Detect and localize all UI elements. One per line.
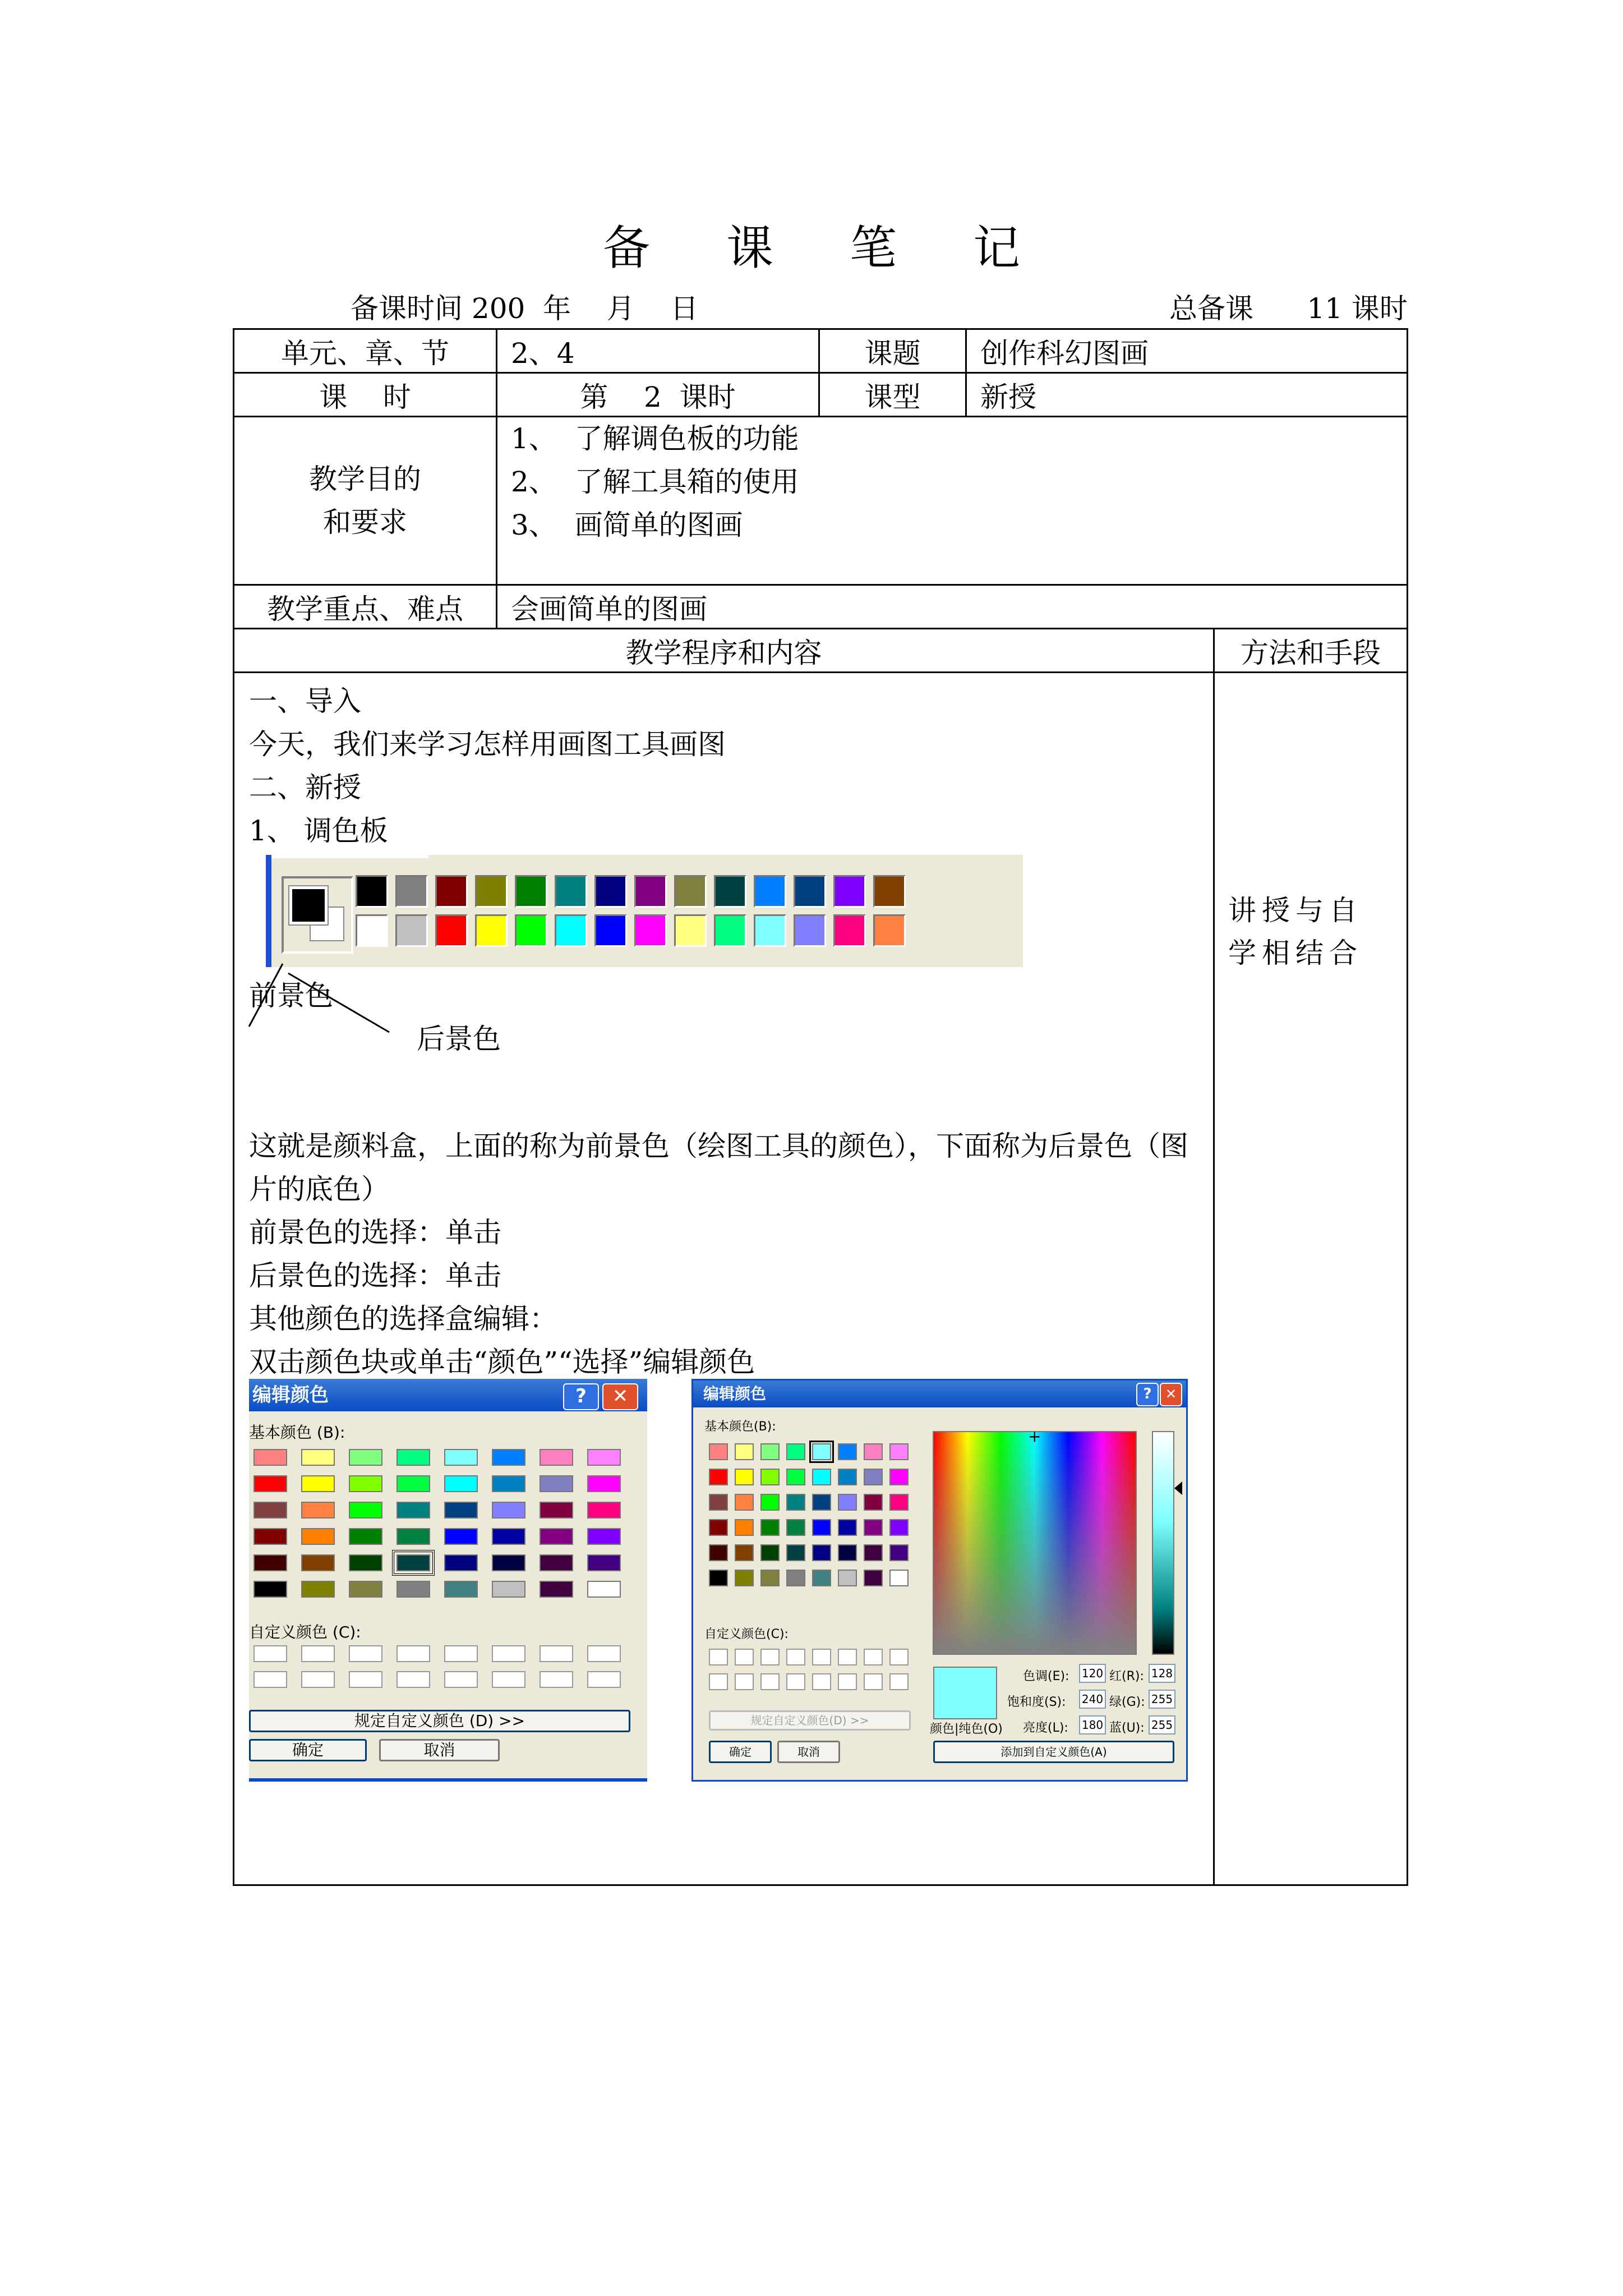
- cancel-button[interactable]: 取消: [379, 1739, 500, 1761]
- custom-color-swatch[interactable]: [889, 1673, 909, 1690]
- basic-color-swatch[interactable]: [709, 1519, 728, 1536]
- red-input[interactable]: 128: [1149, 1664, 1175, 1683]
- basic-color-swatch[interactable]: [760, 1544, 780, 1561]
- basic-color-swatch[interactable]: [735, 1570, 754, 1586]
- basic-color-swatch[interactable]: [587, 1554, 621, 1571]
- basic-color-swatch[interactable]: [812, 1544, 831, 1561]
- basic-color-swatch[interactable]: [444, 1581, 478, 1598]
- basic-color-swatch[interactable]: [838, 1570, 857, 1586]
- unit-label: 单元、章、节: [234, 329, 497, 373]
- palette-swatch[interactable]: [555, 914, 587, 947]
- green-label: 绿(G):: [1109, 1695, 1145, 1709]
- basic-color-swatch[interactable]: [492, 1528, 525, 1545]
- basic-color-swatch[interactable]: [864, 1519, 883, 1536]
- basic-color-swatch[interactable]: [301, 1449, 335, 1466]
- basic-color-swatch[interactable]: [301, 1502, 335, 1519]
- content-text-block: [249, 1125, 1197, 1384]
- basic-color-swatch[interactable]: [735, 1519, 754, 1536]
- color-preview: [933, 1667, 997, 1719]
- basic-color-swatch[interactable]: [709, 1469, 728, 1485]
- edit-color-dialog-full: [691, 1379, 1188, 1782]
- custom-colors-label: 自定义颜色 (C):: [249, 1623, 361, 1641]
- basic-color-swatch[interactable]: [253, 1528, 287, 1545]
- basic-color-swatch[interactable]: [301, 1475, 335, 1492]
- hue-label: 色调(E):: [1023, 1669, 1069, 1683]
- basic-color-swatch[interactable]: [838, 1519, 857, 1536]
- topic-value: 创作科幻图画: [966, 329, 1408, 373]
- basic-color-swatch[interactable]: [301, 1581, 335, 1598]
- period-label: 课 时: [234, 373, 497, 417]
- close-button[interactable]: ✕: [1160, 1383, 1182, 1406]
- basic-color-swatch[interactable]: [253, 1554, 287, 1571]
- custom-color-swatch[interactable]: [786, 1673, 805, 1690]
- palette-swatch[interactable]: [475, 914, 508, 947]
- basic-color-swatch[interactable]: [253, 1581, 287, 1598]
- basic-color-swatch[interactable]: [812, 1519, 831, 1536]
- unit-value: 2、4: [497, 329, 819, 373]
- fg-label: 前景色: [249, 979, 333, 1012]
- objectives-label: [234, 417, 497, 585]
- basic-color-swatch[interactable]: [838, 1494, 857, 1511]
- custom-color-swatch[interactable]: [786, 1649, 805, 1665]
- saturation-label: 饱和度(S):: [1007, 1695, 1066, 1709]
- basic-color-swatch[interactable]: [540, 1449, 573, 1466]
- basic-color-swatch[interactable]: [709, 1570, 728, 1586]
- custom-color-swatch[interactable]: [444, 1671, 478, 1688]
- palette-swatch[interactable]: [395, 875, 428, 908]
- basic-color-swatch[interactable]: [760, 1494, 780, 1511]
- basic-color-swatch[interactable]: [786, 1443, 805, 1460]
- basic-color-swatch[interactable]: [760, 1519, 780, 1536]
- custom-color-swatch[interactable]: [760, 1673, 780, 1690]
- basic-color-swatch[interactable]: [253, 1475, 287, 1492]
- palette-swatch[interactable]: [674, 875, 707, 908]
- title-char: 记: [973, 220, 1021, 275]
- custom-color-swatch[interactable]: [444, 1645, 478, 1662]
- basic-color-swatch[interactable]: [812, 1570, 831, 1586]
- basic-color-swatch[interactable]: [540, 1554, 573, 1571]
- palette-swatch[interactable]: [634, 914, 667, 947]
- color-spectrum[interactable]: [933, 1427, 1137, 1655]
- basic-color-swatch[interactable]: [760, 1443, 780, 1460]
- title-char: 课: [726, 220, 773, 275]
- content-line: 后景色的选择：单击: [249, 1259, 501, 1292]
- basic-color-swatch[interactable]: [396, 1475, 430, 1492]
- basic-colors-label: 基本颜色(B):: [704, 1420, 776, 1434]
- basic-color-swatch[interactable]: [349, 1581, 382, 1598]
- basic-color-swatch[interactable]: [812, 1443, 831, 1460]
- palette-swatch[interactable]: [674, 914, 707, 947]
- topic-label: 课题: [819, 329, 966, 373]
- custom-colors-label: 自定义颜色(C):: [704, 1627, 789, 1641]
- palette-swatch[interactable]: [555, 875, 587, 908]
- red-label: 红(R):: [1109, 1669, 1144, 1683]
- basic-color-swatch[interactable]: [864, 1570, 883, 1586]
- content-line: 这就是颜料盒，上面的称为前景色（绘图工具的颜色），下面称为后景色（图片的底色）: [249, 1130, 1188, 1205]
- basic-color-swatch[interactable]: [812, 1494, 831, 1511]
- custom-color-swatch[interactable]: [812, 1673, 831, 1690]
- custom-color-swatch[interactable]: [889, 1649, 909, 1665]
- basic-color-swatch[interactable]: [709, 1544, 728, 1561]
- content-line: 二、新授: [249, 771, 361, 804]
- saturation-input[interactable]: 240: [1079, 1690, 1106, 1709]
- basic-color-swatch[interactable]: [540, 1475, 573, 1492]
- basic-color-swatch[interactable]: [864, 1469, 883, 1485]
- basic-color-swatch[interactable]: [735, 1544, 754, 1561]
- procedure-content: [234, 673, 1214, 1885]
- basic-color-swatch[interactable]: [864, 1494, 883, 1511]
- ok-button[interactable]: 确定: [709, 1741, 772, 1763]
- luminance-slider[interactable]: [1152, 1431, 1174, 1655]
- basic-color-swatch[interactable]: [444, 1528, 478, 1545]
- hue-input[interactable]: 120: [1079, 1664, 1106, 1683]
- basic-color-swatch[interactable]: [786, 1570, 805, 1586]
- palette-swatch[interactable]: [594, 914, 627, 947]
- color-solid-label: 颜色|纯色(O): [930, 1722, 1003, 1736]
- dialog-titlebar: [249, 1379, 647, 1411]
- basic-color-swatch[interactable]: [735, 1443, 754, 1460]
- basic-color-swatch[interactable]: [786, 1544, 805, 1561]
- objectives-list: [497, 417, 1408, 585]
- basic-color-swatch[interactable]: [735, 1469, 754, 1485]
- basic-color-swatch[interactable]: [540, 1528, 573, 1545]
- edit-color-dialog-basic: [249, 1379, 647, 1782]
- ok-button[interactable]: 确定: [249, 1739, 367, 1761]
- custom-color-swatch[interactable]: [396, 1645, 430, 1662]
- cancel-button[interactable]: 取消: [777, 1741, 840, 1763]
- dialog-bottom-edge: [249, 1778, 647, 1782]
- basic-color-swatch[interactable]: [253, 1449, 287, 1466]
- custom-color-swatch[interactable]: [838, 1673, 857, 1690]
- custom-color-swatch[interactable]: [396, 1671, 430, 1688]
- define-custom-colors-button[interactable]: 规定自定义颜色(D) >>: [709, 1710, 911, 1731]
- custom-color-swatch[interactable]: [864, 1673, 883, 1690]
- basic-color-swatch[interactable]: [889, 1443, 909, 1460]
- palette-swatch[interactable]: [714, 914, 746, 947]
- basic-color-swatch[interactable]: [864, 1443, 883, 1460]
- basic-color-swatch[interactable]: [786, 1469, 805, 1485]
- basic-color-swatch[interactable]: [396, 1528, 430, 1545]
- method-header: 方法和手段: [1214, 629, 1408, 673]
- basic-color-swatch[interactable]: [540, 1502, 573, 1519]
- total-lessons: 总备课 11 课时: [1169, 292, 1408, 325]
- procedure-header: 教学程序和内容: [234, 629, 1214, 673]
- custom-color-swatch[interactable]: [864, 1649, 883, 1665]
- basic-color-swatch[interactable]: [812, 1469, 831, 1485]
- page-title: [0, 210, 1623, 278]
- basic-color-swatch[interactable]: [889, 1544, 909, 1561]
- foreground-color-box[interactable]: [289, 886, 328, 924]
- basic-color-swatch[interactable]: [889, 1494, 909, 1511]
- palette-swatch[interactable]: [794, 914, 826, 947]
- basic-color-swatch[interactable]: [396, 1502, 430, 1519]
- custom-color-swatch[interactable]: [812, 1649, 831, 1665]
- content-line: 其他颜色的选择盒编辑：: [249, 1303, 557, 1335]
- basic-color-swatch[interactable]: [444, 1449, 478, 1466]
- palette-swatch[interactable]: [714, 875, 746, 908]
- custom-color-swatch[interactable]: [540, 1671, 573, 1688]
- objective-item: 1、 了解调色板的功能: [511, 422, 799, 455]
- basic-color-swatch[interactable]: [492, 1449, 525, 1466]
- basic-color-swatch[interactable]: [760, 1469, 780, 1485]
- basic-color-swatch[interactable]: [587, 1581, 621, 1598]
- basic-color-swatch[interactable]: [444, 1502, 478, 1519]
- basic-color-swatch[interactable]: [492, 1554, 525, 1571]
- palette-swatch[interactable]: [356, 875, 388, 908]
- basic-color-swatch[interactable]: [444, 1554, 478, 1571]
- help-button[interactable]: ?: [1136, 1383, 1159, 1406]
- basic-color-swatch[interactable]: [396, 1581, 430, 1598]
- close-button[interactable]: ✕: [602, 1383, 638, 1410]
- custom-color-swatch[interactable]: [838, 1649, 857, 1665]
- basic-color-swatch[interactable]: [444, 1475, 478, 1492]
- basic-color-swatch[interactable]: [349, 1475, 382, 1492]
- custom-color-swatch[interactable]: [587, 1645, 621, 1662]
- basic-color-swatch[interactable]: [253, 1502, 287, 1519]
- dialog-titlebar: [693, 1381, 1186, 1407]
- focus-label: 教学重点、难点: [234, 585, 497, 629]
- basic-color-swatch[interactable]: [838, 1469, 857, 1485]
- basic-color-swatch[interactable]: [735, 1494, 754, 1511]
- palette-edge: [271, 855, 428, 858]
- palette-swatch[interactable]: [594, 875, 627, 908]
- palette-swatch[interactable]: [435, 914, 468, 947]
- method-content: 讲授与自学相结合: [1214, 673, 1408, 1885]
- palette-swatch[interactable]: [873, 914, 906, 947]
- content-line: 双击颜色块或单击“颜色”“选择”编辑颜色: [249, 1346, 755, 1378]
- custom-color-swatch[interactable]: [735, 1649, 754, 1665]
- basic-color-swatch[interactable]: [889, 1570, 909, 1586]
- basic-color-swatch[interactable]: [838, 1544, 857, 1561]
- content-line: 前景色的选择：单击: [249, 1216, 501, 1249]
- basic-color-swatch[interactable]: [587, 1502, 621, 1519]
- content-line: 一、导入: [249, 685, 361, 717]
- palette-swatch[interactable]: [475, 875, 508, 908]
- custom-color-swatch[interactable]: [760, 1649, 780, 1665]
- basic-color-swatch[interactable]: [349, 1449, 382, 1466]
- palette-swatch[interactable]: [634, 875, 667, 908]
- palette-swatch[interactable]: [754, 875, 786, 908]
- basic-color-swatch[interactable]: [492, 1502, 525, 1519]
- palette-swatch[interactable]: [833, 914, 866, 947]
- blue-label: 蓝(U):: [1109, 1721, 1145, 1735]
- title-char: 笔: [850, 220, 897, 275]
- basic-color-swatch[interactable]: [492, 1581, 525, 1598]
- basic-color-swatch[interactable]: [396, 1554, 430, 1571]
- custom-color-swatch[interactable]: [301, 1671, 335, 1688]
- type-value: 新授: [966, 373, 1408, 417]
- basic-color-swatch[interactable]: [349, 1502, 382, 1519]
- basic-color-swatch[interactable]: [889, 1519, 909, 1536]
- basic-color-swatch[interactable]: [786, 1519, 805, 1536]
- title-char: 备: [602, 220, 650, 275]
- luminance-label: 亮度(L):: [1023, 1721, 1068, 1735]
- custom-color-swatch[interactable]: [540, 1645, 573, 1662]
- custom-color-swatch[interactable]: [301, 1645, 335, 1662]
- basic-color-swatch[interactable]: [396, 1449, 430, 1466]
- bg-label: 后景色: [417, 1023, 501, 1055]
- custom-color-swatch[interactable]: [709, 1649, 728, 1665]
- luminance-arrow-icon[interactable]: [1174, 1481, 1182, 1495]
- basic-color-swatch[interactable]: [709, 1494, 728, 1511]
- basic-color-swatch[interactable]: [760, 1570, 780, 1586]
- define-custom-colors-button[interactable]: 规定自定义颜色 (D) >>: [249, 1710, 630, 1732]
- custom-color-swatch[interactable]: [253, 1671, 287, 1688]
- palette-swatch[interactable]: [794, 875, 826, 908]
- basic-colors-label: 基本颜色 (B):: [249, 1423, 345, 1442]
- custom-color-swatch[interactable]: [349, 1671, 382, 1688]
- basic-color-swatch[interactable]: [587, 1528, 621, 1545]
- basic-color-swatch[interactable]: [838, 1443, 857, 1460]
- spectrum-crosshair[interactable]: +: [1028, 1427, 1041, 1446]
- palette-swatch[interactable]: [833, 875, 866, 908]
- focus-value: 会画简单的图画: [497, 585, 1408, 629]
- basic-color-swatch[interactable]: [492, 1475, 525, 1492]
- palette-swatch[interactable]: [515, 875, 547, 908]
- objectives-label-line: 和要求: [323, 505, 407, 539]
- custom-color-swatch[interactable]: [492, 1671, 525, 1688]
- basic-color-swatch[interactable]: [889, 1469, 909, 1485]
- basic-color-swatch[interactable]: [587, 1449, 621, 1466]
- basic-color-swatch[interactable]: [349, 1528, 382, 1545]
- dialog-title: 编辑颜色: [703, 1384, 767, 1403]
- blue-input[interactable]: 255: [1149, 1715, 1175, 1734]
- custom-color-swatch[interactable]: [349, 1645, 382, 1662]
- objective-item: 3、 画简单的图画: [511, 509, 743, 541]
- custom-color-swatch[interactable]: [709, 1673, 728, 1690]
- basic-color-swatch[interactable]: [301, 1554, 335, 1571]
- green-input[interactable]: 255: [1149, 1690, 1175, 1709]
- luminance-input[interactable]: 180: [1079, 1715, 1106, 1734]
- content-line: 1、 调色板: [249, 815, 388, 847]
- objective-item: 2、 了解工具箱的使用: [511, 466, 799, 498]
- basic-color-swatch[interactable]: [540, 1581, 573, 1598]
- custom-color-swatch[interactable]: [587, 1671, 621, 1688]
- dialog-title: 编辑颜色: [252, 1384, 329, 1406]
- basic-color-swatch[interactable]: [349, 1554, 382, 1571]
- add-to-custom-colors-button[interactable]: 添加到自定义颜色(A): [933, 1741, 1174, 1763]
- type-label: 课型: [819, 373, 966, 417]
- help-button[interactable]: ?: [563, 1383, 599, 1410]
- custom-color-swatch[interactable]: [735, 1673, 754, 1690]
- prep-time: 备课时间 200 年 月 日: [351, 292, 699, 325]
- content-line: 今天，我们来学习怎样用画图工具画图: [249, 728, 726, 761]
- basic-color-swatch[interactable]: [864, 1544, 883, 1561]
- objectives-label-line: 教学目的: [309, 462, 421, 495]
- custom-color-swatch[interactable]: [492, 1645, 525, 1662]
- lesson-table: [233, 328, 1408, 1886]
- palette-swatch[interactable]: [754, 914, 786, 947]
- custom-color-swatch[interactable]: [253, 1645, 287, 1662]
- palette-swatch[interactable]: [435, 875, 468, 908]
- palette-swatch[interactable]: [515, 914, 547, 947]
- palette-swatch[interactable]: [873, 875, 906, 908]
- period-value: 第 2 课时: [497, 373, 819, 417]
- basic-color-swatch[interactable]: [786, 1494, 805, 1511]
- basic-color-swatch[interactable]: [587, 1475, 621, 1492]
- basic-color-swatch[interactable]: [301, 1528, 335, 1545]
- basic-color-swatch[interactable]: [709, 1443, 728, 1460]
